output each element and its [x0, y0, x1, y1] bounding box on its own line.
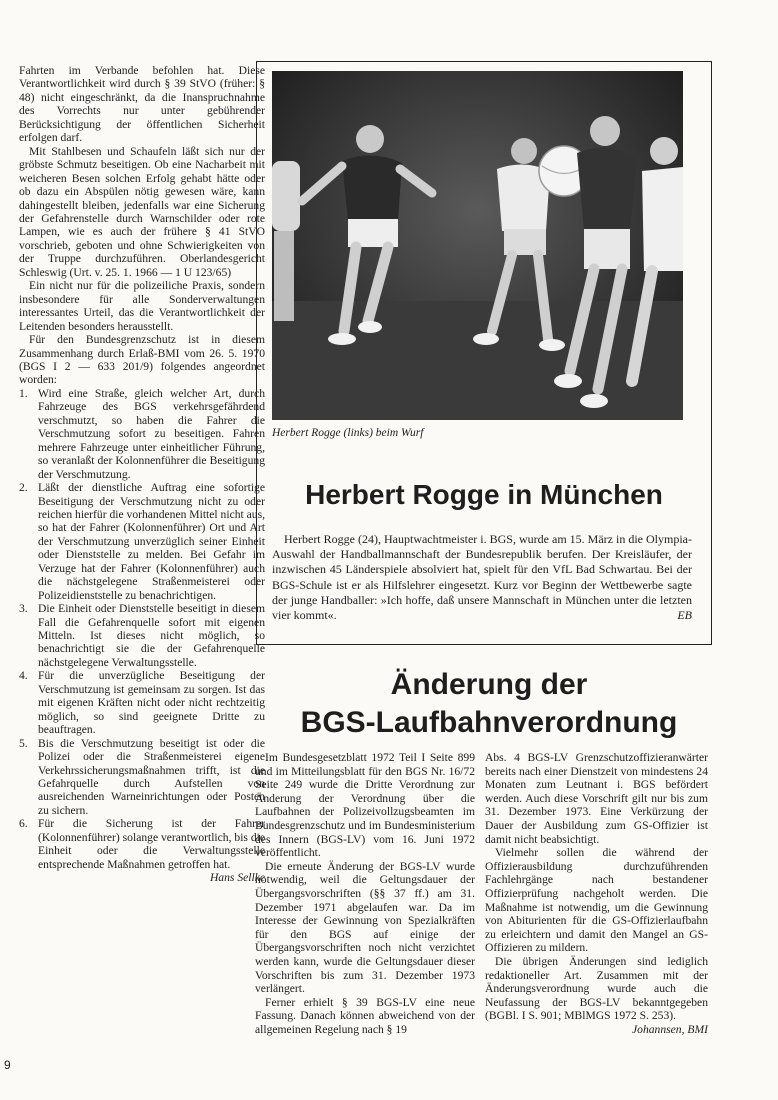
middle-paragraph-1: Im Bundesgesetzblatt 1972 Teil I Seite 899 und im Mitteilungsblatt für den BGS Nr. 16/72 Seite 249 wurde die Dritte Verordnung zur Änderung der Verordnung über die Laufbahnen der Polizeivollzugsbeamten im Bundesgrenzschutz und im Bundesministerium des Innern (BGS-LV) vom 16. Juni 1972 veröffentlicht.	[255, 751, 475, 860]
left-paragraph-3: Ein nicht nur für die polizeiliche Praxis, sondern insbesondere für alle Sonderverwaltungen interessantes Urteil, das die Verantwortlichkeit der Leitenden besonders herausstellt.	[19, 279, 265, 333]
rogge-paragraph: Herbert Rogge (24), Hauptwachtmeister i. BGS, wurde am 15. März in die Olympia-Auswahl der Handballmannschaft der Bundesrepublik berufen. Der Kreisläufer, der inzwischen 45 Länderspiele absolviert hat, spielt für den VfL Bad Schwartau. Bei der BGS-Schule ist er als Hilfslehrer eingesetzt. Kurz vor Beginn der Wettbewerbe sagte der junge Handballer: »Ich hoffe, daß unsere Mannschaft in München unter die letzten vier kommt«.	[272, 532, 692, 623]
rogge-signature: EB	[677, 608, 692, 623]
right-paragraph-3: Die übrigen Änderungen sind lediglich redaktioneller Art. Zusammen mit der Änderungsverordnung wurde auch die Neufassung der BGS-LV bekanntgegeben (BGBl. I S. 901; MBlMGS 1972 S. 253).	[485, 954, 708, 1023]
page-number: 9	[4, 1058, 11, 1072]
photo-caption: Herbert Rogge (links) beim Wurf	[272, 427, 424, 439]
right-paragraph-1: Abs. 4 BGS-LV Grenzschutzoffizieranwärter bereits nach einer Dienstzeit von mindestens 24 Monaten zum Leutnant i. BGS befördert werden. Auch diese Vorschrift gilt nur bis zum 31. Dezember 1973. Eine Verkürzung der Dauer der Ausbildung zum GS-Offizier ist damit nicht beabsichtigt.	[485, 751, 708, 846]
middle-column	[255, 751, 475, 1036]
left-paragraph-2: Mit Stahlbesen und Schaufeln läßt sich nur der gröbste Schmutz beseitigen. Ob eine Nacharbeit mit weicheren Besen solchen Erfolg gehabt hätte oder ob dazu ein Abspülen nötig gewesen wäre, kann dahingestellt bleiben, jedenfalls war eine Sicherung der Gefahrenstelle durch Warnschilder oder rote Lampen, wie es auch der frühere § 41 StVO vorschrieb, geboten und ohne Schwierigkeiten von der Truppe durchzuführen. Oberlandesgericht Schleswig (Urt. v. 25. 1. 1966 — 1 U 123/65)	[19, 144, 265, 279]
right-paragraph-2: Vielmehr sollen die während der Offizierausbildung durchzuführenden Fachlehrgänge nach bestandener Offizierprüfung nachgeholt werden. Die Maßnahme ist notwendig, um die Gewinnung von Abiturienten für die GS-Offizierlaufbahn zu erleichtern und damit den Mangel an GS-Offizieren zu mildern.	[485, 846, 708, 955]
list-item: 4. Für die unverzügliche Beseitigung der Verschmutzung ist gemeinsam zu sorgen. Ist das mit eigenen Kräften nicht oder nicht rechtzeitig möglich, so sind geeignete Dritte zu beauftragen.	[19, 669, 265, 737]
list-item: 3. Die Einheit oder Dienststelle beseitigt in diesem Fall die Gefahrenquelle sofort mit eigenen Mitteln. Ist dieses nicht möglich, so benachrichtigt sie die der Gefahrenquelle nächstgelegene Verwaltungsstelle.	[19, 602, 265, 669]
headline-line-2: BGS-Laufbahnverordnung	[300, 706, 678, 739]
headline-rogge: Herbert Rogge in München	[305, 479, 663, 510]
rogge-article-text	[272, 532, 692, 623]
right-column	[485, 751, 708, 1036]
middle-paragraph-2: Die erneute Änderung der BGS-LV wurde notwendig, weil die Geltungsdauer der Übergangsvorschriften (§§ 37 ff.) am 31. Dezember 1971 abgelaufen war. Da im Interesse der Gewinnung von Spezialkräften für den BGS auf einige der Übergangsvorschriften noch nicht verzichtet werden kann, wurde die Geltungsdauer dieser Vorschriften bis zum 31. Dezember 1973 verlängert.	[255, 859, 475, 996]
handball-photo	[272, 71, 683, 420]
headline-laufbahnverordnung	[256, 666, 722, 742]
left-paragraph-1: Fahrten im Verbande befohlen hat. Diese Verantwortlichkeit wird durch § 39 StVO (früher: § 48) nicht eingeschränkt, da die Inanspruchnahme des Vorrechts nur unter gebührender Berücksichtigung der öffentlichen Sicherheit erfolgen darf.	[19, 64, 265, 145]
author-signature-johannsen: Johannsen, BMI	[632, 1022, 708, 1036]
list-item: 6. Für die Sicherung ist der Fahrer (Kolonnenführer) solange verantwortlich, bis die Einheit oder die Verwaltungsstelle entsprechende Maßnahmen getroffen hat. Hans Sellke	[19, 817, 265, 885]
left-paragraph-4: Für den Bundesgrenzschutz ist in diesem Zusammenhang durch Erlaß-BMI vom 26. 5. 1970 (BGS I 2 — 633 201/9) folgendes angeordnet worden:	[19, 333, 265, 387]
middle-paragraph-3: Ferner erhielt § 39 BGS-LV eine neue Fassung. Danach können abweichend von der allgemeinen Regelung nach § 19	[255, 995, 475, 1036]
left-column	[19, 64, 265, 885]
list-item: 5. Bis die Verschmutzung beseitigt ist oder die Polizei oder die Straßenmeisterei eigene Verkehrssicherungsmaßnahmen trifft, ist die Gefahrquelle durch Aufstellen von ausreichenden Warneinrichtungen oder Posten zu sichern.	[19, 736, 265, 817]
handball-players-image	[272, 71, 683, 420]
author-signature-sellke: Hans Sellke	[209, 871, 265, 885]
headline-line-1: Änderung der	[390, 668, 588, 701]
list-item: 2. Läßt der dienstliche Auftrag eine sofortige Beseitigung der Verschmutzung nicht zu oder reichen hierfür die vorhandenen Mittel nicht aus, so hat der Fahrer (Kolonnenführer) Ort und Art der Verschmutzung unverzüglich seiner Einheit oder Dienststelle zu melden. Bei Gefahr im Verzuge hat der Fahrer (Kolonnenführer) auch die nächstgelegene Straßenmeisterei oder Polizeidienststelle zu benachrichtigen.	[19, 481, 265, 602]
list-item: 1. Wird eine Straße, gleich welcher Art, durch Fahrzeuge des BGS verkehrsgefährdend verschmutzt, so haben die Fahrer die Verschmutzung sofort zu beseitigen. Fahren mehrere Fahrzeuge unter einheitlicher Führung, so veranlaßt der Kolonnenführer die Beseitigung der Verschmutzung.	[19, 386, 265, 481]
decree-list	[19, 386, 265, 885]
